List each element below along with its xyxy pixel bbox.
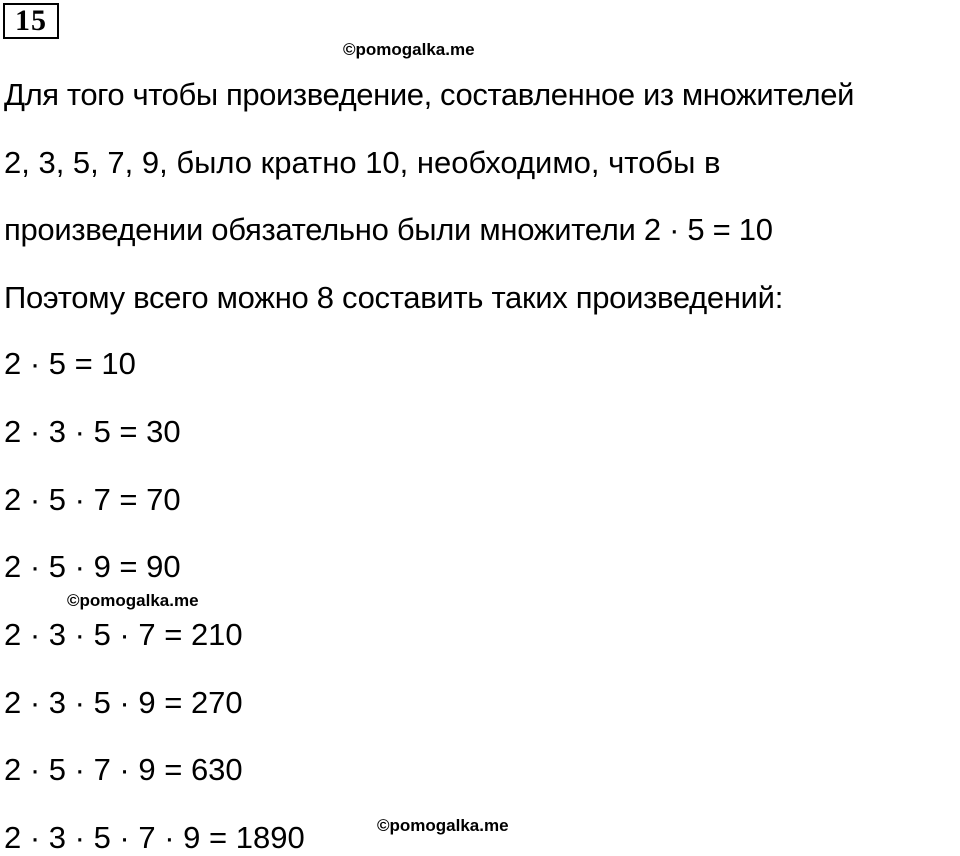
product-line: 2 · 5 · 9 = 90 [4,549,181,584]
product-line: 2 · 3 · 5 · 9 = 270 [4,685,243,720]
task-number-box: 15 [3,3,59,39]
paragraph-line: произведении обязательно были множители 2 · 5 = 10 [4,212,773,247]
product-line: 2 · 3 · 5 · 7 = 210 [4,617,243,652]
product-line: 2 · 3 · 5 = 30 [4,414,181,449]
paragraph-line: 2, 3, 5, 7, 9, было кратно 10, необходимо, чтобы в [4,145,721,180]
watermark: ©pomogalka.me [377,816,509,835]
paragraph-line: Для того чтобы произведение, составленное из множителей [4,77,854,112]
product-line: 2 · 3 · 5 · 7 · 9 = 1890 [4,820,305,855]
product-line: 2 · 5 · 7 = 70 [4,482,181,517]
product-line: 2 · 5 = 10 [4,346,136,381]
paragraph-line: Поэтому всего можно 8 составить таких произведений: [4,280,784,315]
product-line: 2 · 5 · 7 · 9 = 630 [4,752,243,787]
watermark: ©pomogalka.me [343,40,475,59]
watermark: ©pomogalka.me [67,591,199,610]
